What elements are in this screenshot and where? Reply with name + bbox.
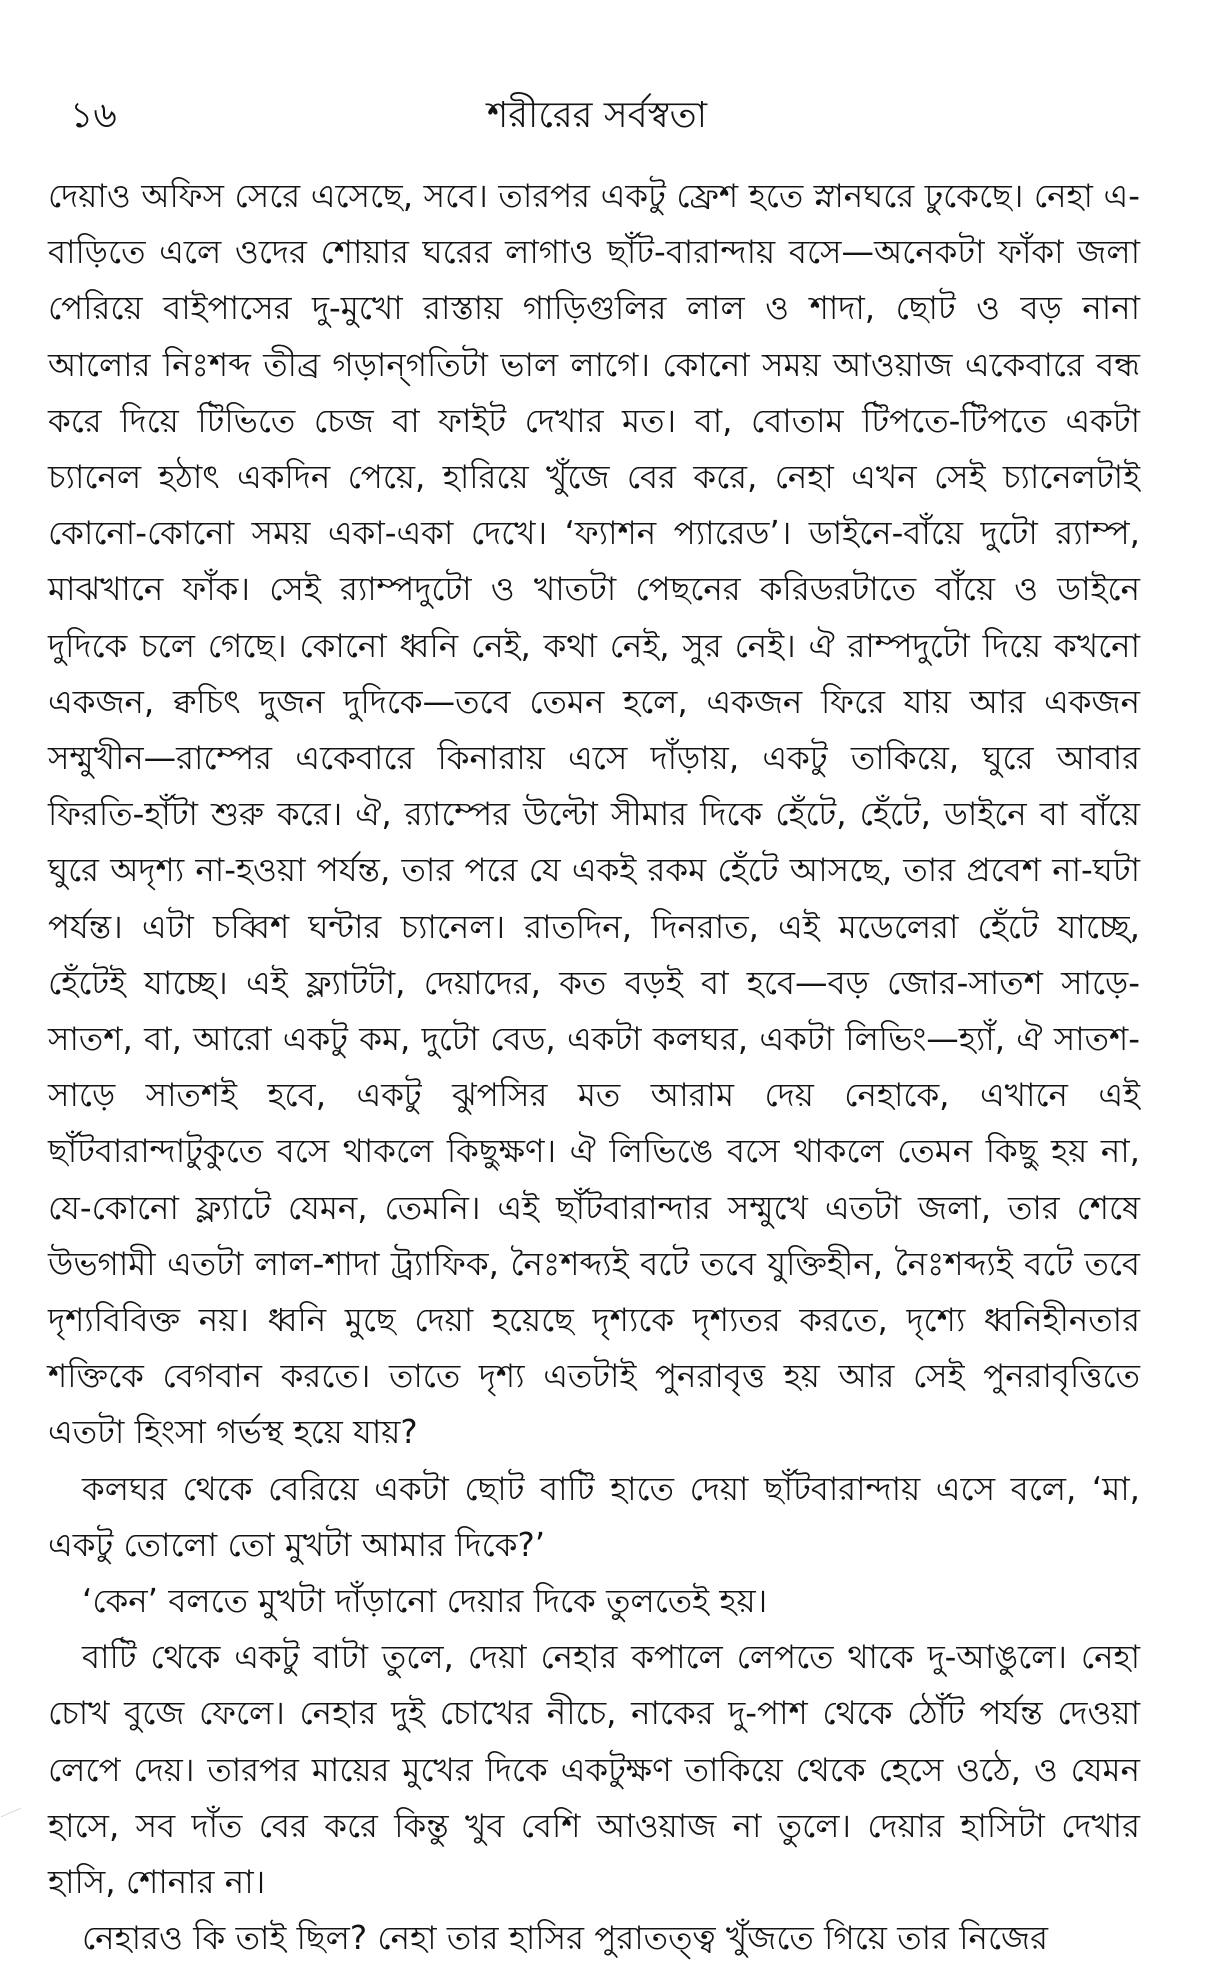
paragraph: কলঘর থেকে বেরিয়ে একটা ছোট বাটি হাতে দেয়া ছাঁটবারান্দায় এসে বলে, ‘মা, একটু তোলো তো মুখটা আমার দিকে?’ — [48, 1469, 1140, 1564]
paragraph: ‘কেন’ বলতে মুখটা দাঁড়ানো দেয়ার দিকে তুলতেই হয়। — [82, 1582, 768, 1621]
paragraph: দেয়াও অফিস সেরে এসেছে, সবে। তারপর একটু ফ্রেশ হতে স্নানঘরে ঢুকেছে। নেহা এ-বাড়িতে এলে ওদের শোয়ার ঘরের লাগাও ছাঁট-বারান্দায় বসে—অনেকটা ফাঁকা জলা পেরিয়ে বাইপাসের দু-মুখো রাস্তায় গাড়িগুলির লাল ও শাদা, ছোট ও বড় নানা আলোর নিঃশব্দ তীব্র গড়ান্‌গতিটা ভাল লাগে। কোনো সময় আওয়াজ একেবারে বন্ধ করে দিয়ে টিভিতে চেজ বা ফাইট দেখার মত। বা, বোতাম টিপতে-টিপতে একটা চ্যানেল হঠাৎ একদিন পেয়ে, হারিয়ে খুঁজে বের করে, নেহা এখন সেই চ্যানেলটাই কোনো-কোনো সময় একা-একা দেখে। ‘ফ্যাশন প্যারেড’। ডাইনে-বাঁয়ে দুটো র‍্যাম্প, মাঝখানে ফাঁক। সেই র‍্যাম্পদুটো ও খাতটা পেছনের করিডরটাতে বাঁয়ে ও ডাইনে দুদিকে চলে গেছে। কোনো ধ্বনি নেই, কথা নেই, সুর নেই। ঐ রাম্পদুটো দিয়ে কখনো একজন, ক্বচিৎ দুজন দুদিকে—তবে তেমন হলে, একজন ফিরে যায় আর একজন সম্মুখীন—রাম্পের একেবারে কিনারায় এসে দাঁড়ায়, একটু তাকিয়ে, ঘুরে আবার ফিরতি-হাঁটা শুরু করে। ঐ, র‍্যাম্পের উল্টো সীমার দিকে হেঁটে, হেঁটে, ডাইনে বা বাঁয়ে ঘুরে অদৃশ্য না-হওয়া পর্যন্ত, তার পরে যে একই রকম হেঁটে আসছে, তার প্রবেশ না-ঘটা পর্যন্ত। এটা চব্বিশ ঘন্টার চ্যানেল। রাতদিন, দিনরাত, এই মডেলেরা হেঁটে যাচ্ছে, হেঁটেই যাচ্ছে। এই ফ্ল্যাটটা, দেয়াদের, কত বড়ই বা হবে—বড় জোর-সাতশ সাড়ে-সাতশ, বা, আরো একটু কম, দুটো বেড, একটা কলঘর, একটা লিভিং—হ্যাঁ, ঐ সাতশ-সাড়ে সাতশই হবে, একটু ঝুপসির মত আরাম দেয় নেহাকে, এখানে এই ছাঁটবারান্দাটুকুতে বসে থাকলে কিছুক্ষণ। ঐ লিভিঙে বসে থাকলে তেমন কিছু হয় না, যে-কোনো ফ্ল্যাটে যেমন, তেমনি। এই ছাঁটবারান্দার সম্মুখে এতটা জলা, তার শেষে উভগামী এতটা লাল-শাদা ট্র্যাফিক, নৈঃশব্দ্যই বটে তবে যুক্তিহীন, নৈঃশব্দ্যই বটে তবে দৃশ্যবিবিক্ত নয়। ধ্বনি মুছে দেয়া হয়েছে দৃশ্যকে দৃশ্যতর করতে, দৃশ্যে ধ্বনিহীনতার শক্তিকে বেগবান করতে। তাতে দৃশ্য এতটাই পুনরাবৃত্ত হয় আর সেই পুনরাবৃত্তিতে এতটা হিংসা গর্ভস্থ হয়ে যায়? — [48, 177, 1140, 1452]
page-number: ১৬ — [70, 95, 117, 136]
running-title: শরীরের সর্বস্বতা — [486, 95, 708, 136]
page-header — [50, 86, 1144, 146]
paragraph: নেহারও কি তাই ছিল? নেহা তার হাসির পুরাতত্ত্ব খুঁজতে গিয়ে তার নিজের — [82, 1919, 1048, 1958]
paragraph: বাটি থেকে একটু বাটা তুলে, দেয়া নেহার কপালে লেপতে থাকে দু-আঙুলে। নেহা চোখ বুজে ফেলে। নেহার দুই চোখের নীচে, নাকের দু-পাশ থেকে ঠোঁট পর্যন্ত দেওয়া লেপে দেয়। তারপর মায়ের মুখের দিকে একটুক্ষণ তাকিয়ে থেকে হেসে ওঠে, ও যেমন হাসে, সব দাঁত বের করে কিন্তু খুব বেশি আওয়াজ না তুলে। দেয়ার হাসিটা দেখার হাসি, শোনার না। — [48, 1638, 1140, 1902]
body-text — [48, 168, 1140, 1967]
scan-edge-mark — [1, 1808, 22, 1818]
